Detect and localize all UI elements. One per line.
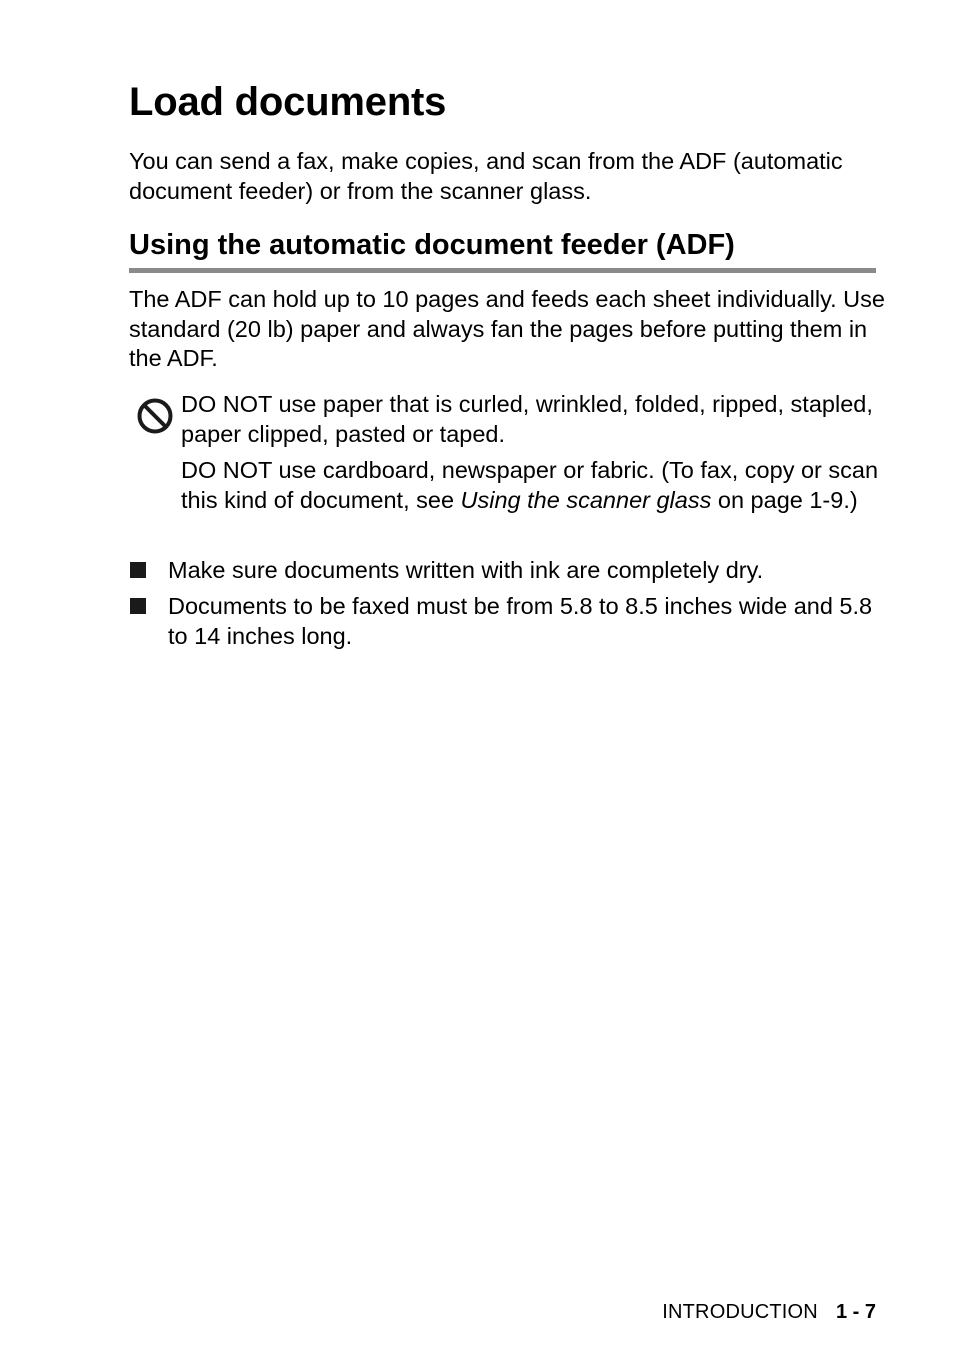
caution-text-1: DO NOT use paper that is curled, wrinkled, folded, ripped, stapled, paper clipped, pasted or taped.	[181, 391, 873, 447]
page-number: 1 - 7	[835, 1301, 876, 1323]
cross-reference: Using the scanner glass	[460, 487, 712, 513]
footer-section-label: INTRODUCTION	[662, 1301, 818, 1323]
caution-text-2-end: on page 1-9.)	[711, 487, 858, 513]
caution-text-2-start: DO NOT use cardboard, newspaper or fabric. (To fax, copy or scan this kind of document, see	[181, 457, 879, 513]
page-title: Load documents	[129, 80, 447, 124]
section-paragraph: The ADF can hold up to 10 pages and feeds each sheet individually. Use standard (20 lb) paper and always fan the pages before putting them in the ADF.	[129, 286, 885, 371]
square-bullet-icon	[130, 598, 146, 614]
list-item	[129, 555, 889, 585]
intro-paragraph: You can send a fax, make copies, and scan from the ADF (automatic document feeder) or from the scanner glass.	[129, 148, 843, 204]
list-item-text: Make sure documents written with ink are completely dry.	[168, 557, 764, 583]
bullet-list	[129, 555, 889, 657]
page-footer	[662, 1299, 876, 1325]
section-heading: Using the automatic document feeder (ADF)	[129, 226, 876, 273]
list-item-text: Documents to be faxed must be from 5.8 to 8.5 inches wide and 5.8 to 14 inches long.	[168, 593, 873, 649]
no-entry-icon	[136, 397, 174, 435]
caution-text-2	[181, 455, 881, 515]
list-item	[129, 591, 889, 651]
square-bullet-icon	[130, 562, 146, 578]
